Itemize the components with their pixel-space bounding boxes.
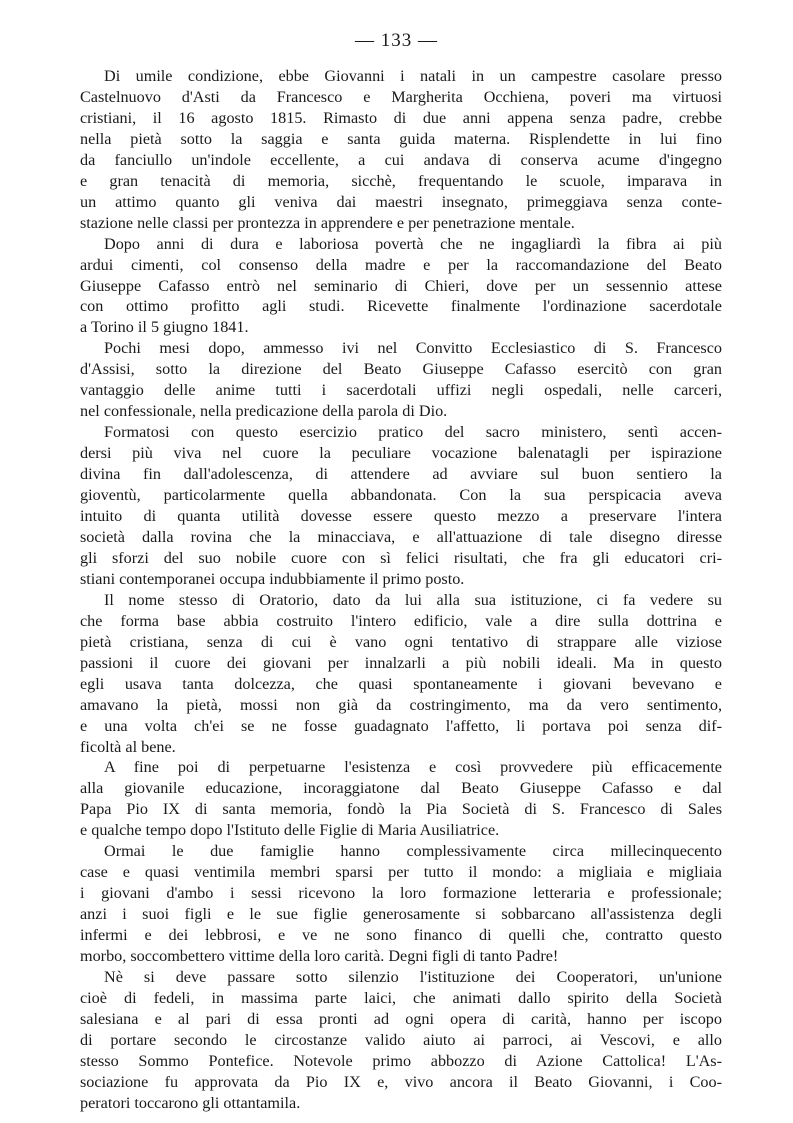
text-line: passioni il cuore dei giovani per innalzarli a più nobili ideali. Ma in questo — [80, 653, 722, 672]
text-line: Pochi mesi dopo, ammesso ivi nel Convitto Ecclesiastico di S. Francesco — [104, 339, 722, 358]
text-line: un attimo quanto gli veniva dai maestri insegnato, primeggiava senza conte- — [80, 192, 722, 211]
page-number: — 133 — — [355, 30, 438, 51]
paragraph — [80, 338, 722, 422]
text-line: Nè si deve passare sotto silenzio l'istituzione dei Cooperatori, un'unione — [104, 967, 722, 986]
text-line: d'Assisi, sotto la direzione del Beato Giuseppe Cafasso esercitò con gran — [80, 360, 722, 379]
text-line: ficoltà al bene. — [80, 737, 176, 756]
text-line: e qualche tempo dopo l'Istituto delle Figlie di Maria Ausiliatrice. — [80, 821, 500, 840]
text-line: pietà cristiana, senza di cui è vano ogni tentativo di strappare alle viziose — [80, 632, 722, 651]
text-line: vantaggio delle anime tutti i sacerdotali uffizi negli ospedali, nelle carceri, — [80, 381, 722, 400]
text-line: nel confessionale, nella predicazione della parola di Dio. — [80, 402, 448, 421]
text-line: a Torino il 5 giugno 1841. — [80, 318, 249, 337]
text-line: stazione nelle classi per prontezza in apprendere e per penetrazione mentale. — [80, 213, 575, 232]
text-line: peratori toccarono gli ottantamila. — [80, 1093, 301, 1112]
text-line: cristiani, il 16 agosto 1815. Rimasto di due anni appena senza padre, crebbe — [80, 108, 722, 127]
text-line: Giuseppe Cafasso entrò nel seminario di Chieri, dove per un sessennio attese — [80, 276, 722, 295]
text-line: anzi i suoi figli e le sue figlie generosamente si sobbarcano all'assistenza degli — [80, 905, 722, 924]
paragraph — [80, 757, 722, 841]
text-line: stiani contemporanei occupa indubbiamente il primo posto. — [80, 569, 465, 588]
text-line: con ottimo profitto agli studi. Ricevette finalmente l'ordinazione sacerdotale — [80, 297, 722, 316]
text-line: case e quasi ventimila membri sparsi per tutto il mondo: a migliaia e migliaia — [80, 863, 722, 882]
text-line: società dalla rovina che la minacciava, e all'attuazione di tale disegno diresse — [80, 527, 722, 546]
text-line: salesiana e al pari di essa pronti ad ogni opera di carità, hanno per iscopo — [80, 1009, 722, 1028]
text-line: Papa Pio IX di santa memoria, fondò la Pia Società di S. Francesco di Sales — [80, 800, 722, 819]
text-line: egli usava tanta dolcezza, che quasi spontaneamente i giovani bevevano e — [80, 674, 722, 693]
body-text — [80, 66, 722, 1114]
text-line: cioè di fedeli, in massima parte laici, che animati dallo spirito della Società — [80, 988, 722, 1007]
text-line: i giovani d'ambo i sessi ricevono la loro formazione letteraria e professionale; — [80, 884, 722, 903]
paragraph — [80, 422, 722, 590]
text-line: gioventù, particolarmente quella abbandonata. Con la sua perspicacia aveva — [80, 486, 722, 505]
text-line: Il nome stesso di Oratorio, dato da lui alla sua istituzione, ci fa vedere su — [104, 590, 722, 609]
text-line: A fine poi di perpetuarne l'esistenza e così provvedere più efficacemente — [104, 758, 722, 777]
text-line: nella pietà sotto la saggia e santa guida materna. Risplendette in lui fino — [80, 129, 722, 148]
paragraph — [80, 590, 722, 758]
paragraph — [80, 841, 722, 967]
text-line: Castelnuovo d'Asti da Francesco e Margherita Occhiena, poveri ma virtuosi — [80, 87, 722, 106]
text-line: dersi più viva nel cuore la peculiare vocazione balenatagli per ispirazione — [80, 444, 722, 463]
text-line: morbo, soccombettero vittime della loro carità. Degni figli di tanto Padre! — [80, 947, 559, 966]
text-line: da fanciullo un'indole eccellente, a cui andava di conserva acume d'ingegno — [80, 150, 722, 169]
text-line: ardui cimenti, col consenso della madre e per la raccomandazione del Beato — [80, 255, 722, 274]
text-line: alla giovanile educazione, incoraggiatone dal Beato Giuseppe Cafasso e dal — [80, 779, 722, 798]
text-line: di portare secondo le circostanze valido aiuto ai parroci, ai Vescovi, e allo — [80, 1030, 722, 1049]
text-line: amavano la pietà, mossi non già da costringimento, ma da vero sentimento, — [80, 695, 722, 714]
text-line: e una volta ch'ei se ne fosse guadagnato l'affetto, li portava poi senza dif- — [80, 716, 722, 735]
text-line: stesso Sommo Pontefice. Notevole primo abbozzo di Azione Cattolica! L'As- — [80, 1051, 722, 1070]
text-line: divina fin dall'adolescenza, di attendere ad avviare sul buon sentiero la — [80, 465, 722, 484]
text-line: Ormai le due famiglie hanno complessivamente circa millecinquecento — [104, 842, 722, 861]
text-line: Dopo anni di dura e laboriosa povertà che ne ingagliardì la fibra ai più — [104, 234, 722, 253]
text-line: e gran tenacità di memoria, sicchè, frequentando le scuole, imparava in — [80, 171, 722, 190]
text-line: Di umile condizione, ebbe Giovanni i natali in un campestre casolare presso — [104, 67, 722, 85]
text-line: gli sforzi del suo nobile cuore con sì felici risultati, che fra gli educatori cri- — [80, 548, 722, 567]
text-line: che forma base abbia costruito l'intero edificio, vale a dire sulla dottrina e — [80, 611, 722, 630]
text-line: Formatosi con questo esercizio pratico del sacro ministero, sentì accen- — [104, 423, 722, 442]
text-line: intuito di quanta utilità dovesse essere questo mezzo a preservare l'intera — [80, 507, 722, 526]
paragraph — [80, 234, 722, 339]
text-line: infermi e dei lebbrosi, e ve ne sono financo di quelli che, contratto questo — [80, 926, 722, 945]
paragraph — [80, 967, 722, 1114]
paragraph — [80, 66, 722, 234]
text-line: sociazione fu approvata da Pio IX e, vivo ancora il Beato Giovanni, i Coo- — [80, 1072, 722, 1091]
